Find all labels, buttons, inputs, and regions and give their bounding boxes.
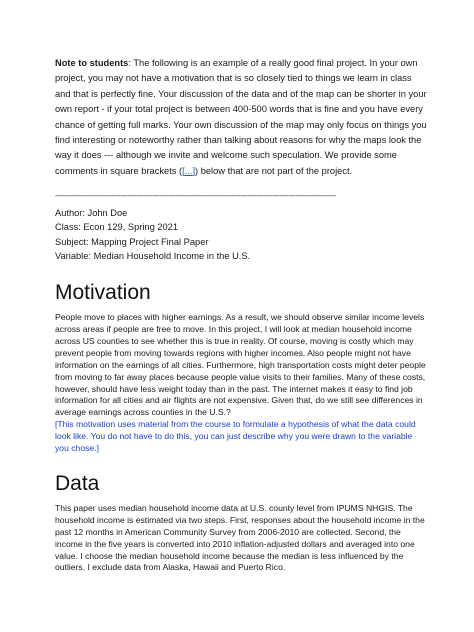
note-to-students <box>55 56 427 179</box>
note-text-before-link: : The following is an example of a really good final project. In your own project, you may not have a motivation that is so closely tied to things we learn in class and that is perfectly fine. Your discussion of the data and of the map can be shorter in your own report - if your total project is between 400-500 words that is fine and you have every chance of getting full marks. Your own discussion of the map may only focus on things you find interesting or noteworthy rather than talking about reasons for why the maps look the way it does --- although we invite and welcome such speculation. We provide some comments in square brackets ( <box>55 58 427 176</box>
bracket-link[interactable]: [...] <box>182 165 196 176</box>
class-line: Class: Econ 129, Spring 2021 <box>55 222 179 233</box>
subject-line: Subject: Mapping Project Final Paper <box>55 236 209 247</box>
author-line: Author: John Doe <box>55 208 128 219</box>
motivation-text: People move to places with higher earnings. As a result, we should observe similar income levels across areas if people are free to move. In this project, I will look at median household income across US counties to see whether this is true in reality. Of course, moving is costly which may prevent people from moving towards regions with higher incomes. Also people might not have information on the earnings of all cities. Furthermore, high transportation costs might deter people from moving to far away places because people value visits to their families. Many of these costs, however, should have less weight today than in the past. The internet makes it easy to find job information for all cities and air flights are not expensive. Given that, do we still see differences in average earnings across counties in the U.S.? <box>55 312 426 418</box>
divider-line: ---------------------------------------------------------------------------------------------------------------------------- <box>55 191 336 201</box>
data-body: This paper uses median household income data at U.S. county level from IPUMS NHGIS. The household income is estimated via two steps. First, responses about the household income in the past 12 months in American Community Survey from 2006-2010 are collected. Second, the income in the five years is converted into 2010 inflation-adjusted dollars and averaged into one value. I choose the median household income because the median is less influenced by the outliers. I exclude data from Alaska, Hawaii and Puerto Rico. <box>55 502 425 573</box>
note-text-after-link: ) below that are not part of the project. <box>195 165 353 176</box>
paper-metadata <box>55 206 427 263</box>
document-content <box>55 56 427 574</box>
note-label: Note to students <box>55 58 129 68</box>
motivation-body <box>55 312 427 455</box>
variable-line: Variable: Median Household Income in the U.S. <box>55 250 251 261</box>
motivation-heading: Motivation <box>55 281 151 305</box>
motivation-comment: [This motivation uses material from the course to formulate a hypothesis of what the data could look like. You do not have to do this, you can just describe why you were drawn to the variable you chose.] <box>55 419 416 454</box>
data-heading: Data <box>55 471 100 495</box>
